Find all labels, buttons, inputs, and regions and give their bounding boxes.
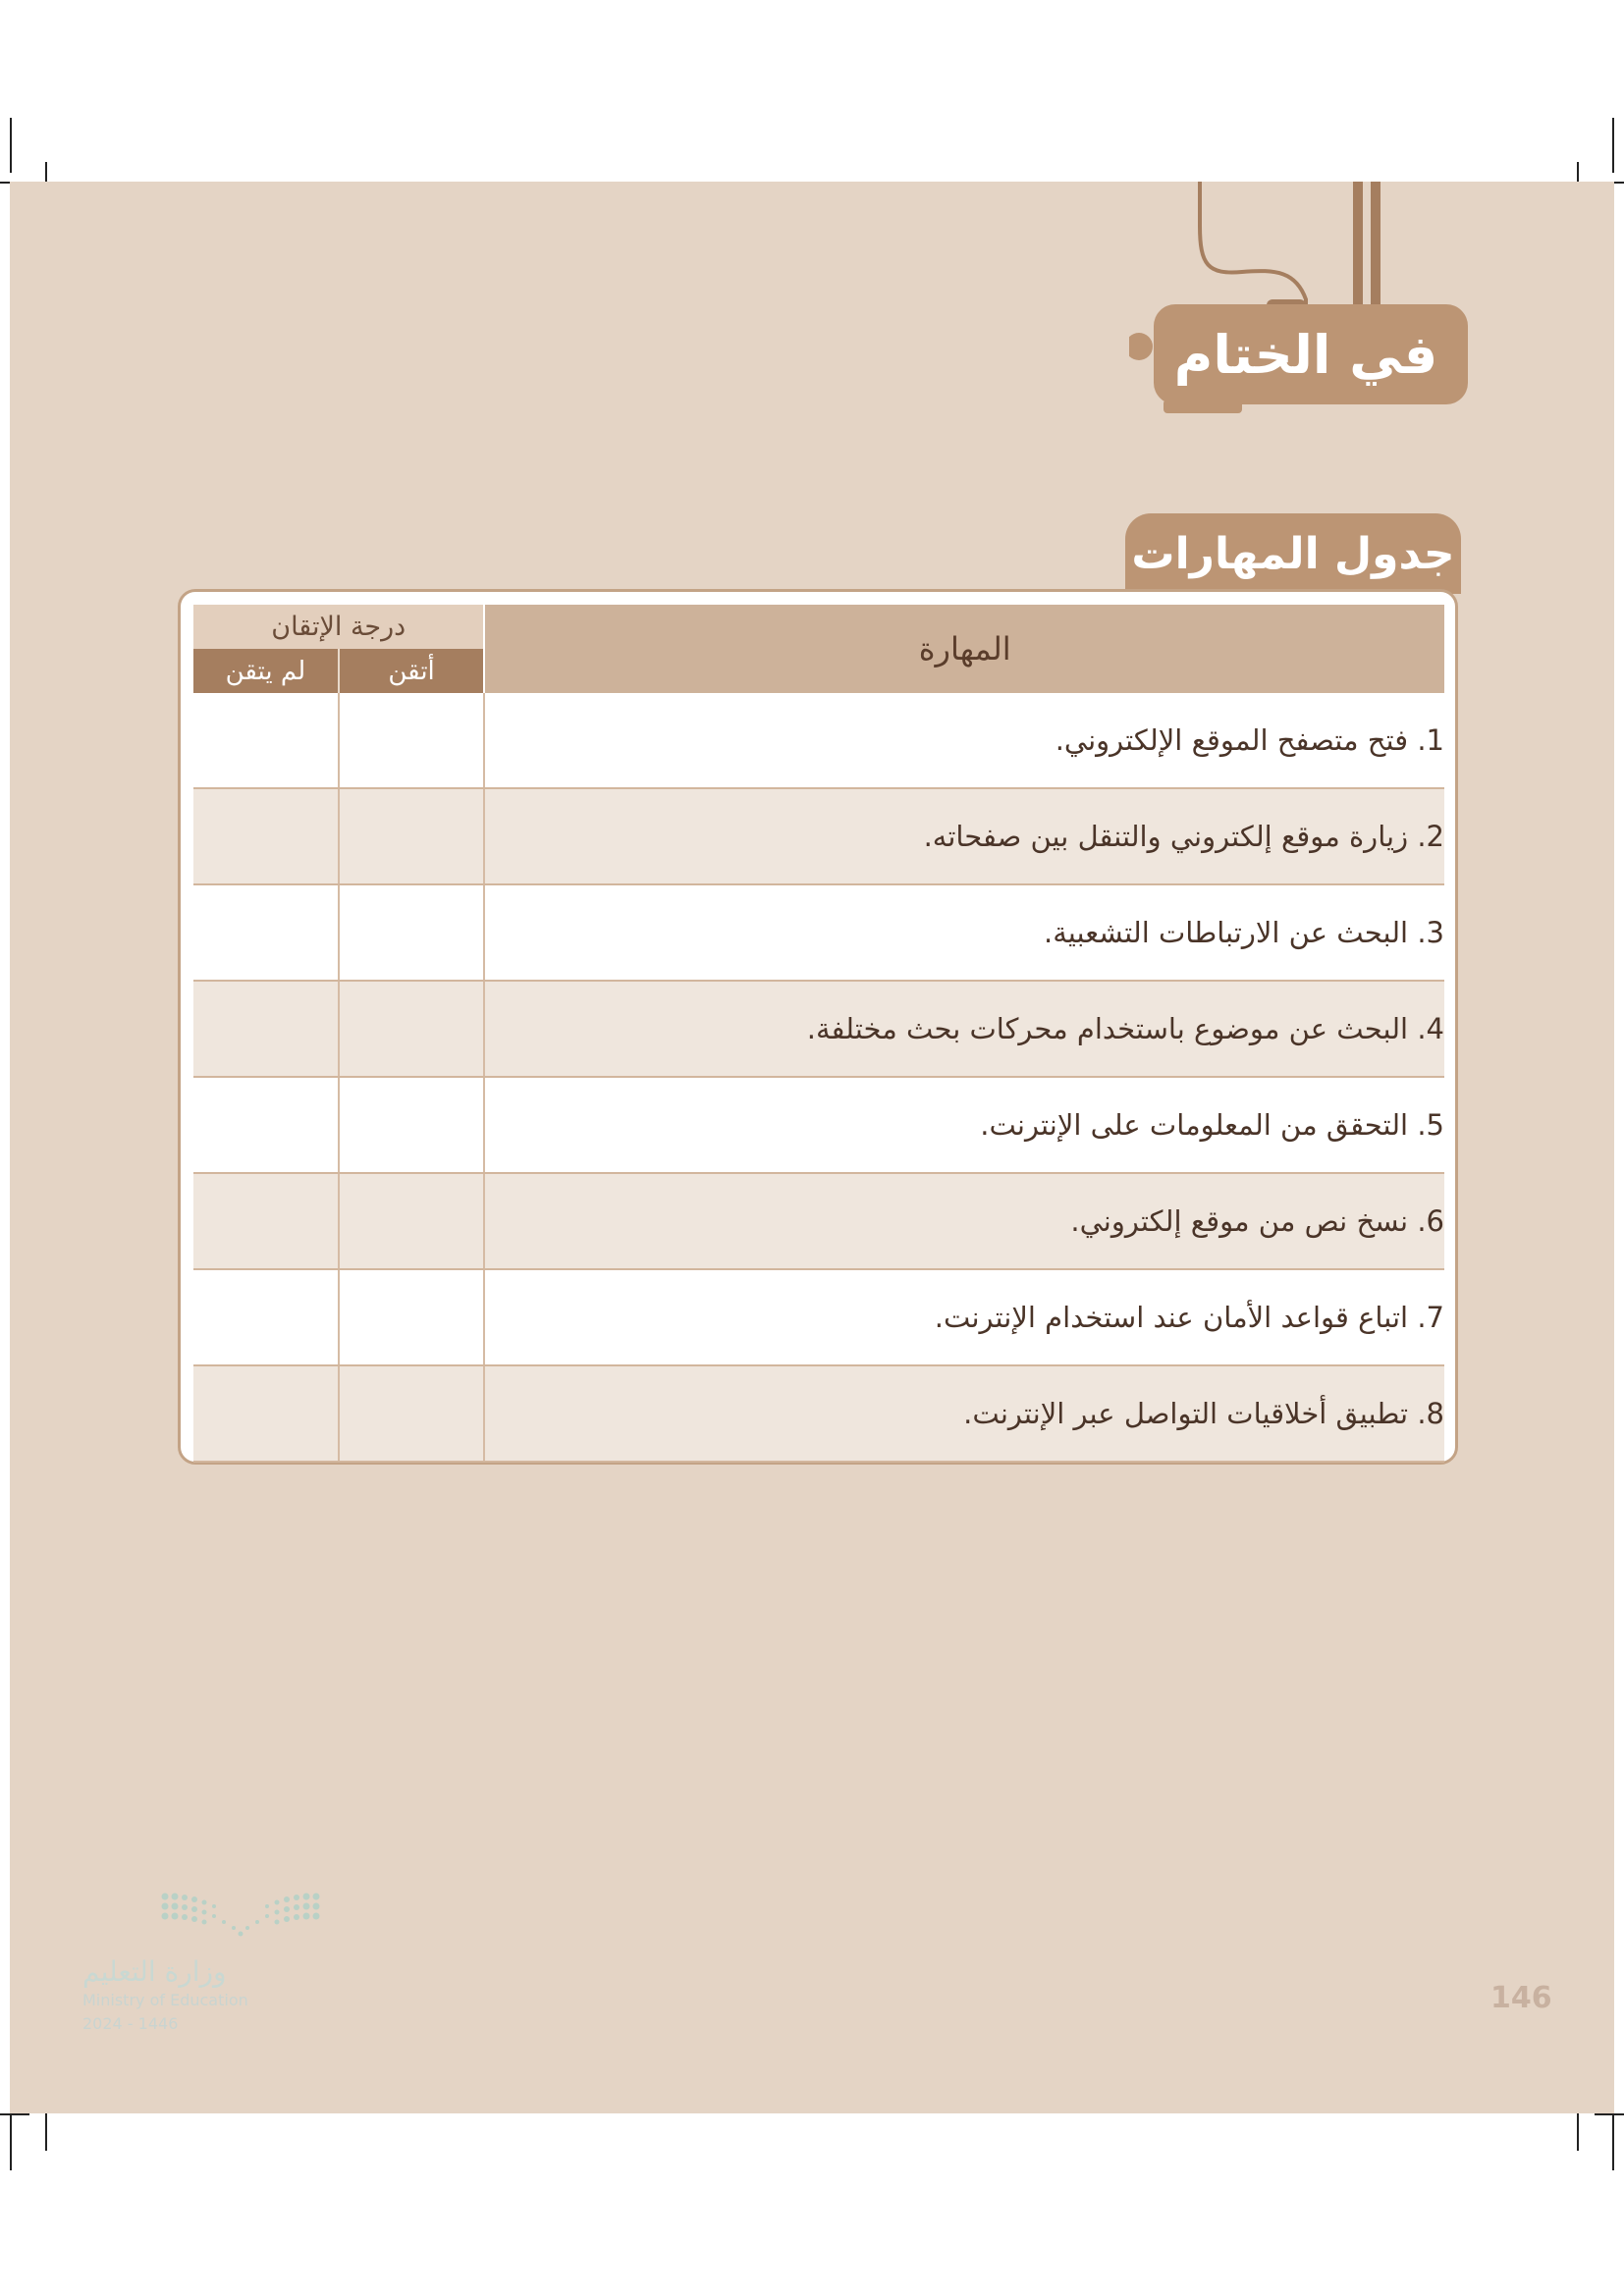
table-row [193, 884, 1444, 981]
mastered-cell[interactable] [339, 1077, 485, 1173]
skill-text: 8. تطبيق أخلاقيات التواصل عبر الإنترنت. [484, 1365, 1444, 1462]
skill-text: 4. البحث عن موضوع باستخدام محركات بحث مختلفة. [484, 981, 1444, 1077]
header-not-mastered: لم يتقن [193, 649, 339, 693]
page-number: 146 [1490, 1981, 1552, 2015]
crop-mark [0, 2113, 29, 2115]
not-mastered-cell[interactable] [193, 981, 339, 1077]
skill-text: 5. التحقق من المعلومات على الإنترنت. [484, 1077, 1444, 1173]
skill-text: 6. نسخ نص من موقع إلكتروني. [484, 1173, 1444, 1269]
mastered-cell[interactable] [339, 693, 485, 788]
table-row [193, 1365, 1444, 1462]
table-row [193, 981, 1444, 1077]
crop-mark [10, 118, 12, 173]
not-mastered-cell[interactable] [193, 884, 339, 981]
mastered-cell[interactable] [339, 884, 485, 981]
not-mastered-cell[interactable] [193, 788, 339, 884]
mastered-cell[interactable] [339, 1365, 485, 1462]
table-row [193, 1269, 1444, 1365]
mastered-cell[interactable] [339, 1269, 485, 1365]
header-skill: المهارة [484, 605, 1444, 693]
crop-mark [10, 2115, 12, 2170]
not-mastered-cell[interactable] [193, 1269, 339, 1365]
section-title: جدول المهارات [1125, 513, 1461, 594]
skill-text: 3. البحث عن الارتباطات التشعبية. [484, 884, 1444, 981]
table-row [193, 1077, 1444, 1173]
crop-mark [1595, 2113, 1624, 2115]
ministry-name-arabic: وزارة التعليم [82, 1955, 227, 1988]
header-mastered: أتقن [339, 649, 485, 693]
not-mastered-cell[interactable] [193, 1173, 339, 1269]
not-mastered-cell[interactable] [193, 1365, 339, 1462]
skill-text: 1. فتح متصفح الموقع الإلكتروني. [484, 693, 1444, 788]
table-row [193, 693, 1444, 788]
not-mastered-cell[interactable] [193, 693, 339, 788]
mastered-cell[interactable] [339, 788, 485, 884]
mastered-cell[interactable] [339, 1173, 485, 1269]
skill-text: 2. زيارة موقع إلكتروني والتنقل بين صفحاته. [484, 788, 1444, 884]
table-row [193, 1173, 1444, 1269]
chapter-title: في الختام [1173, 323, 1438, 386]
crop-mark [1612, 2115, 1614, 2170]
not-mastered-cell[interactable] [193, 1077, 339, 1173]
skills-table [193, 605, 1444, 1463]
ministry-logo-icon [157, 1889, 324, 1944]
skill-text: 7. اتباع قواعد الأمان عند استخدام الإنترنت. [484, 1269, 1444, 1365]
table-row [193, 788, 1444, 884]
ministry-year: 2024 - 1446 [82, 2014, 179, 2033]
mastered-cell[interactable] [339, 981, 485, 1077]
ministry-name-english: Ministry of Education [82, 1991, 248, 2009]
crop-mark [1612, 118, 1614, 173]
header-mastery-level: درجة الإتقان [193, 605, 484, 649]
